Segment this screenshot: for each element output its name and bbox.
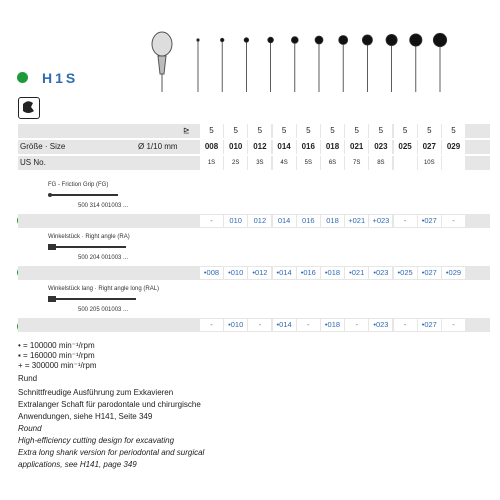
size-row (18, 140, 490, 154)
bur-product-image (150, 30, 490, 92)
pack-cell: 5 (297, 124, 320, 138)
value-cell: •023 (369, 319, 392, 331)
desc-en-4: applications, see H141, page 349 (18, 460, 137, 469)
value-cell: •027 (418, 319, 441, 331)
value-cell: - (394, 215, 417, 227)
us-cell: 3S (248, 156, 271, 170)
diameter-label: Ø 1/10 mm (138, 142, 178, 151)
desc-de-4: Anwendungen, siehe H141, Seite 349 (18, 412, 153, 421)
size-cell: 016 (297, 140, 320, 154)
bur-head (244, 38, 249, 43)
size-cell: 027 (418, 140, 441, 154)
value-cell: - (394, 319, 417, 331)
bur-head (268, 37, 274, 43)
us-cell (442, 156, 465, 170)
size-cell: 021 (345, 140, 368, 154)
size-cell: 010 (224, 140, 247, 154)
ral-type-label: Winkelstück lang · Right angle long (RAL) (48, 286, 160, 292)
pack-cell: 5 (394, 124, 417, 138)
size-label: Größe · Size (20, 142, 66, 151)
speed-legend-2: ▪ = 160000 min⁻¹/rpm (18, 351, 95, 360)
bur-head (339, 36, 348, 45)
desc-de-1: Rund (18, 374, 38, 383)
value-cell: - (442, 215, 465, 227)
us-label: US No. (20, 158, 46, 167)
fg-order-code: 500 314 001003 ... (78, 203, 129, 209)
size-cell: 012 (248, 140, 271, 154)
value-cell: •029 (442, 267, 465, 279)
us-cell: 10S (418, 156, 441, 170)
desc-de-2: Schnittfreudige Ausführung zum Exkavieren (18, 388, 174, 397)
us-cell: 1S (200, 156, 223, 170)
value-cell: •014 (273, 267, 296, 279)
size-cell: 018 (321, 140, 344, 154)
value-cell: +023 (369, 215, 392, 227)
value-cell: +021 (345, 215, 368, 227)
size-cell: 029 (442, 140, 465, 154)
value-cell: 012 (248, 215, 271, 227)
ra-shank-icon (48, 242, 128, 252)
value-cell: •018 (321, 319, 344, 331)
value-cell: 010 (224, 215, 247, 227)
value-cell: •025 (394, 267, 417, 279)
value-cell: 018 (321, 215, 344, 227)
ra-type-label: Winkelstück · Right angle (RA) (48, 234, 130, 240)
us-cell (394, 156, 417, 170)
value-cell: - (345, 319, 368, 331)
value-cell: - (442, 319, 465, 331)
value-cell: •023 (369, 267, 392, 279)
bur-head (433, 33, 446, 46)
speed-legend-1: • = 100000 min⁻¹/rpm (18, 341, 95, 350)
section-marker-dot (17, 72, 28, 83)
value-cell: •021 (345, 267, 368, 279)
desc-de-3: Extralanger Schaft für parodontale und chirurgische (18, 400, 201, 409)
shape-symbol-icon (18, 97, 40, 119)
value-cell: •010 (224, 319, 247, 331)
pack-cell: 5 (418, 124, 441, 138)
desc-en-3: Extra long shank version for periodontal and surgical (18, 448, 205, 457)
size-cell: 023 (369, 140, 392, 154)
speed-legend-3: + = 300000 min⁻¹/rpm (18, 361, 97, 370)
ra-values-row (18, 266, 490, 280)
bur-head (220, 38, 224, 42)
ral-values-row (18, 318, 490, 332)
value-cell: •012 (248, 267, 271, 279)
value-cell: 014 (273, 215, 296, 227)
value-cell: •016 (297, 267, 320, 279)
value-cell: •027 (418, 267, 441, 279)
fg-type-label: FG - Friction Grip (FG) (48, 182, 109, 188)
us-cell: 2S (224, 156, 247, 170)
value-cell: - (297, 319, 320, 331)
us-cell: 8S (369, 156, 392, 170)
value-cell: •008 (200, 267, 223, 279)
fg-shank-icon (48, 190, 120, 200)
pack-cell: 5 (248, 124, 271, 138)
fg-values-row (18, 214, 490, 228)
pack-cell: 5 (345, 124, 368, 138)
pack-icon: ⊵ (183, 126, 190, 135)
ral-order-code: 500 205 001003 ... (78, 307, 129, 313)
product-title: H1S (42, 70, 79, 86)
us-cell: 5S (297, 156, 320, 170)
pack-cell: 5 (273, 124, 296, 138)
us-row (18, 156, 490, 170)
pack-cell: 5 (224, 124, 247, 138)
value-cell: - (200, 319, 223, 331)
value-cell: - (200, 215, 223, 227)
pack-cell: 5 (442, 124, 465, 138)
value-cell: •010 (224, 267, 247, 279)
bur-head (197, 39, 199, 41)
ra-order-code: 500 204 001003 ... (78, 255, 129, 261)
bur-head (291, 37, 298, 44)
desc-en-2: High-efficiency cutting design for excavating (18, 436, 175, 445)
value-cell: 016 (297, 215, 320, 227)
pack-cell: 5 (321, 124, 344, 138)
size-cell: 008 (200, 140, 223, 154)
pack-row (18, 124, 490, 138)
us-cell: 7S (345, 156, 368, 170)
value-cell: •018 (321, 267, 344, 279)
bur-head (362, 35, 372, 45)
desc-en-1: Round (18, 424, 42, 433)
pack-cell: 5 (369, 124, 392, 138)
bur-head (386, 34, 397, 45)
value-cell: - (248, 319, 271, 331)
value-cell: •014 (273, 319, 296, 331)
size-cell: 025 (394, 140, 417, 154)
pack-cell: 5 (200, 124, 223, 138)
us-cell: 6S (321, 156, 344, 170)
value-cell: •027 (418, 215, 441, 227)
ral-shank-icon (48, 294, 138, 304)
bur-head (410, 34, 422, 46)
us-cell: 4S (273, 156, 296, 170)
bur-head (315, 36, 323, 44)
size-cell: 014 (273, 140, 296, 154)
